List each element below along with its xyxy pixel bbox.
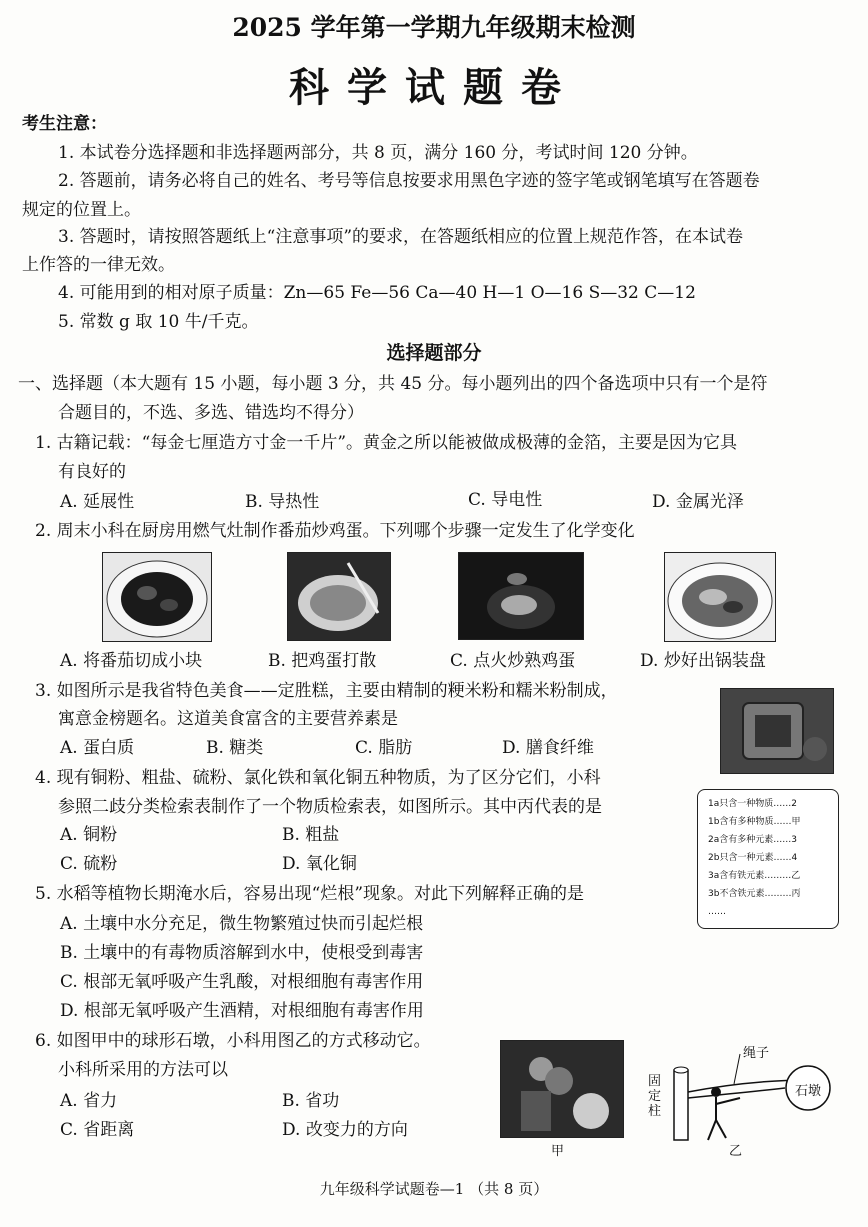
page-footer: 九年级科学试题卷—1 （共 8 页） — [319, 1180, 549, 1198]
q3-option-a: A. 蛋白质 — [60, 738, 135, 758]
q6-option-d: D. 改变力的方向 — [282, 1120, 408, 1140]
q6-label-rope: 绳子 — [743, 1046, 770, 1061]
q4-option-b: B. 粗盐 — [282, 825, 340, 845]
key-row-1a: 1a只含一种物质……2 — [708, 799, 797, 809]
key-row-2a: 2a含有多种元素……3 — [708, 835, 797, 845]
q2-option-a: A. 将番茄切成小块 — [60, 651, 203, 671]
q6-option-c: C. 省距离 — [60, 1120, 135, 1140]
q6-stem: 6. 如图甲中的球形石墩，小科用图乙的方式移动它。 — [35, 1031, 431, 1051]
q1-stem-cont: 有良好的 — [58, 462, 126, 482]
section-title: 选择题部分 — [386, 342, 482, 364]
q5-option-a: A. 土壤中水分充足，微生物繁殖过快而引起烂根 — [60, 914, 424, 934]
classification-key-table — [697, 789, 839, 929]
q5-option-d: D. 根部无氧呼吸产生酒精，对根细胞有毒害作用 — [60, 1001, 424, 1021]
notice-item-2: 2. 答题前，请务必将自己的姓名、考号等信息按要求用黑色字迹的签字笔或钢笔填写在答题卷 — [58, 171, 760, 191]
q4-stem: 4. 现有铜粉、粗盐、硫粉、氯化铁和氧化铜五种物质，为了区分它们，小科 — [35, 768, 601, 788]
q6-stem-cont: 小科所采用的方法可以 — [58, 1060, 228, 1080]
key-row-3a: 3a含有铁元素………乙 — [708, 871, 801, 881]
notice-item-2-cont: 规定的位置上。 — [22, 200, 141, 220]
q3-photo-cake — [720, 688, 834, 774]
q3-stem: 3. 如图所示是我省特色美食——定胜糕，主要由精制的粳米粉和糯米粉制成， — [35, 681, 618, 701]
part1-heading: 一、选择题（本大题有 15 小题，每小题 3 分，共 45 分。每小题列出的四个备选项中只有一个是符 — [18, 374, 768, 394]
notice-item-4: 4. 可能用到的相对原子质量：Zn—65 Fe—56 Ca—40 H—1 O—16 S—32 C—12 — [58, 283, 696, 303]
notice-item-1: 1. 本试卷分选择题和非选择题两部分，共 8 页，满分 160 分，考试时间 120 分钟。 — [58, 143, 698, 163]
q4-option-a: A. 铜粉 — [60, 825, 118, 845]
q2-photo-b — [287, 552, 391, 641]
exam-title: 2025 学年第一学期九年级期末检测 — [232, 13, 636, 42]
q1-option-c: C. 导电性 — [468, 490, 543, 510]
q2-option-c: C. 点火炒熟鸡蛋 — [450, 651, 576, 671]
q5-option-b: B. 土壤中的有毒物质溶解到水中，使根受到毒害 — [60, 943, 424, 963]
notice-heading: 考生注意： — [22, 114, 107, 134]
key-row-2b: 2b只含一种元素……4 — [708, 853, 798, 863]
q3-option-b: B. 糖类 — [206, 738, 264, 758]
key-row-more: …… — [708, 907, 726, 917]
q1-stem: 1. 古籍记载：“每金七厘造方寸金一千片”。黄金之所以能被做成极薄的金箔，主要是因为它具 — [35, 433, 738, 453]
q4-stem-cont: 参照二歧分类检索表制作了一个物质检索表，如图所示。其中丙代表的是 — [58, 797, 602, 817]
notice-item-5: 5. 常数 g 取 10 牛/千克。 — [58, 312, 259, 332]
q6-figure-jia — [500, 1040, 624, 1138]
q2-photo-a — [102, 552, 212, 642]
q3-option-c: C. 脂肪 — [355, 738, 413, 758]
q2-option-b: B. 把鸡蛋打散 — [268, 651, 377, 671]
q3-stem-cont: 寓意金榜题名。这道美食富含的主要营养素是 — [58, 709, 398, 729]
q5-option-c: C. 根部无氧呼吸产生乳酸，对根细胞有毒害作用 — [60, 972, 424, 992]
notice-item-3-cont: 上作答的一律无效。 — [22, 255, 175, 275]
key-row-3b: 3b不含铁元素………丙 — [708, 889, 801, 899]
exam-subtitle: 科学试题卷 — [289, 64, 579, 111]
q2-option-d: D. 炒好出锅装盘 — [640, 651, 766, 671]
q6-label-jia: 甲 — [551, 1144, 565, 1159]
q6-label-yi: 乙 — [729, 1144, 743, 1159]
q4-option-c: C. 硫粉 — [60, 854, 118, 874]
q3-option-d: D. 膳食纤维 — [502, 738, 594, 758]
q5-stem: 5. 水稻等植物长期淹水后，容易出现“烂根”现象。对此下列解释正确的是 — [35, 884, 585, 904]
q6-option-a: A. 省力 — [60, 1091, 118, 1111]
q4-option-d: D. 氧化铜 — [282, 854, 357, 874]
q2-photo-c — [458, 552, 584, 640]
part1-heading-cont: 合题目的，不选、多选、错选均不得分） — [58, 403, 364, 423]
q1-option-d: D. 金属光泽 — [652, 492, 744, 512]
q1-option-a: A. 延展性 — [60, 492, 135, 512]
q1-option-b: B. 导热性 — [245, 492, 320, 512]
notice-item-3: 3. 答题时，请按照答题纸上“注意事项”的要求，在答题纸相应的位置上规范作答，在本试卷 — [58, 227, 744, 247]
q6-option-b: B. 省功 — [282, 1091, 340, 1111]
q6-label-post: 固定柱 — [648, 1074, 662, 1119]
q6-label-stone: 石墩 — [795, 1084, 822, 1099]
q2-photo-d — [664, 552, 776, 642]
q2-stem: 2. 周末小科在厨房用燃气灶制作番茄炒鸡蛋。下列哪个步骤一定发生了化学变化 — [35, 521, 635, 541]
key-row-1b: 1b含有多种物质……甲 — [708, 817, 801, 827]
